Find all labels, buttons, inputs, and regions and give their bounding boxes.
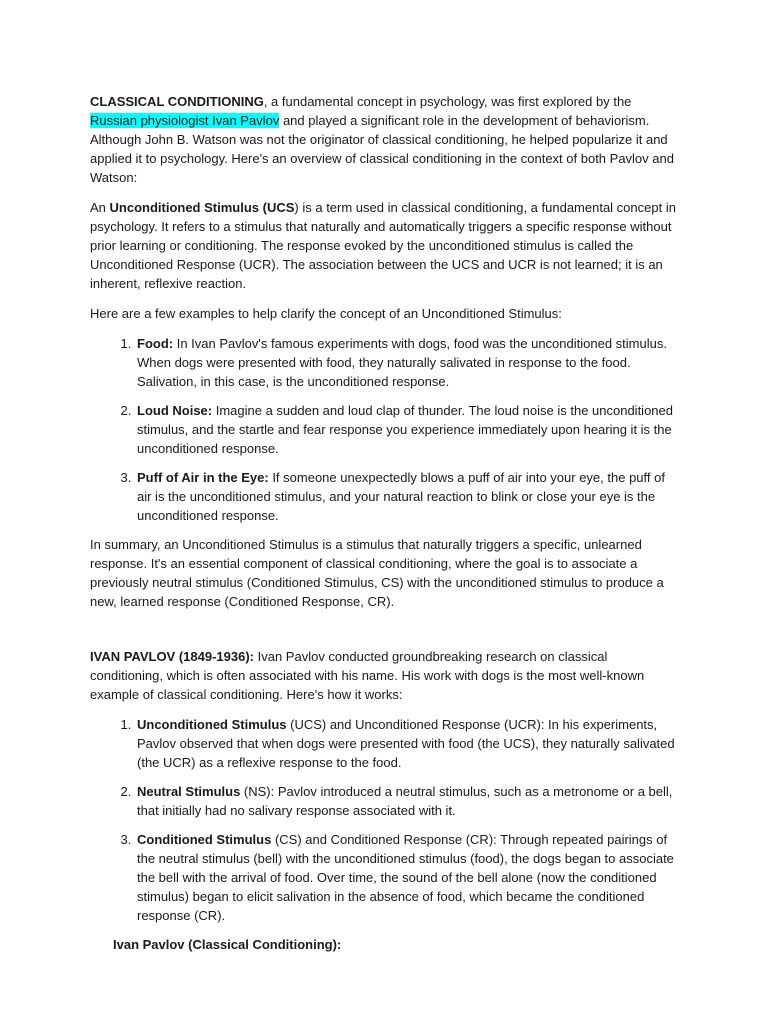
pavlov-text: Ivan Pavlov conducted groundbreaking research on classical conditioning, which is often associated with his name. His work with dogs is the most well-known example of classical conditioning. Here's how it works: [90,649,645,702]
list-item [135,401,680,458]
steps-list [90,715,680,925]
list-item [135,782,680,820]
examples-intro: Here are a few examples to help clarify the concept of an Unconditioned Stimulus: [90,306,562,321]
step-label: Neutral Stimulus [137,784,241,799]
example-label: Food: [137,336,174,351]
ucs-paragraph [90,198,680,293]
ucs-term: Unconditioned Stimulus (UCS [109,200,295,215]
intro-text-b: and played a significant role in the development of behaviorism. Although John B. Watson was not the originator of classical conditioning, he helped popularize it and applied it to psychology. Here's an overview of classical conditioning in the context of both Pavlov and Watson: [90,113,674,185]
step-text: (NS): Pavlov introduced a neutral stimulus, such as a metronome or a bell, that initially had no salivary response associated with it. [137,784,673,818]
step-label: Conditioned Stimulus [137,832,272,847]
example-label: Loud Noise: [137,403,213,418]
summary-paragraph: In summary, an Unconditioned Stimulus is a stimulus that naturally triggers a specific, unlearned response. It's an essential component of classical conditioning, where the goal is to associate a previously neutral stimulus (Conditioned Stimulus, CS) with the unconditioned stimulus to produce a new, learned response (Conditioned Response, CR). [90,537,664,609]
example-text: In Ivan Pavlov's famous experiments with dogs, food was the unconditioned stimulus. When dogs were presented with food, they naturally salivated in response to the food. Salivation, in this case, is the unconditioned response. [137,336,667,389]
list-item [135,715,680,772]
pavlov-paragraph [90,647,680,704]
example-text: If someone unexpectedly blows a puff of air into your eye, the puff of air is the unconditioned stimulus, and your natural reaction to blink or close your eye is the unconditioned response. [137,470,665,523]
step-text: (UCS) and Unconditioned Response (UCR): In his experiments, Pavlov observed that when dogs were presented with food (the UCS), they naturally salivated (the UCR) as a reflexive response to the food. [137,717,675,770]
list-item [135,830,680,925]
intro-term: CLASSICAL CONDITIONING [90,94,264,109]
ucs-prefix: An [90,200,110,215]
pavlov-term: IVAN PAVLOV (1849-1936): [90,649,254,664]
highlighted-text: Russian physiologist Ivan Pavlov [90,113,280,128]
step-label: Unconditioned Stimulus [137,717,287,732]
intro-paragraph [90,92,680,187]
paragraph-spacer [90,622,680,647]
example-label: Puff of Air in the Eye: [137,470,269,485]
step-text: (CS) and Conditioned Response (CR): Through repeated pairings of the neutral stimulus (bell) with the unconditioned stimulus (food), the dogs began to associate the bell with the arrival of food. Over time, the sound of the bell alone (now the conditioned stimulus) began to elicit salivation in the absence of food, which became the conditioned response (CR). [137,832,674,923]
list-item [135,468,680,525]
examples-list [90,334,680,525]
ucs-text: ) is a term used in classical conditioning, a fundamental concept in psychology. It refers to a stimulus that naturally and automatically triggers a specific response without prior learning or conditioning. The response evoked by the unconditioned stimulus is called the Unconditioned Response (UCR). The association between the UCS and UCR is not learned; it is an inherent, reflexive reaction. [90,200,676,291]
section-subheading: Ivan Pavlov (Classical Conditioning): [113,937,342,952]
list-item [135,334,680,391]
intro-text-a: , a fundamental concept in psychology, was first explored by the [263,94,632,109]
example-text: Imagine a sudden and loud clap of thunder. The loud noise is the unconditioned stimulus, and the startle and fear response you experience immediately upon hearing it is the unconditioned response. [137,403,673,456]
